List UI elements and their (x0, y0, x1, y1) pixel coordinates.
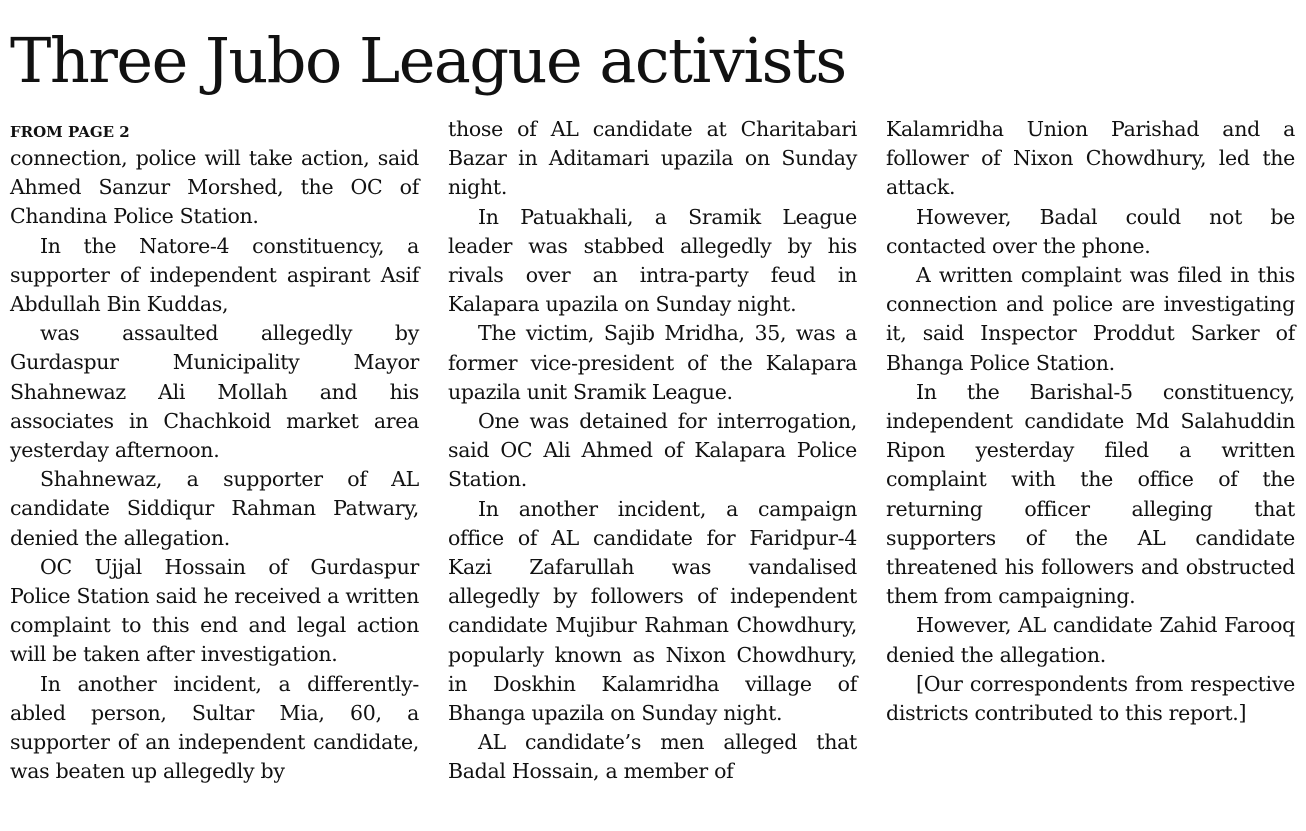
paragraph: However, Badal could not be contacted over the phone. (886, 204, 1295, 258)
paragraph: [Our correspondents from respective districts contributed to this report.] (886, 671, 1295, 726)
article-column-3 (886, 115, 1295, 728)
paragraph: connection, police will take action, said Ahmed Sanzur Morshed, the OC of Chandina Police Station. (10, 146, 419, 229)
paragraph: AL candidate’s men alleged that Badal Hossain, a member of (448, 730, 857, 784)
paragraph: Kalamridha Union Parishad and a follower of Nixon Chowdhury, led the attack. (886, 117, 1295, 200)
paragraph: In the Natore-4 constituency, a supporter of independent aspirant Asif Abdullah Bin Kuddas, (10, 233, 419, 317)
paragraph: those of AL candidate at Charitabari Bazar in Aditamari upazila on Sunday night. (448, 117, 857, 200)
continued-from-label: FROM PAGE 2 (10, 123, 130, 141)
paragraph: The victim, Sajib Mridha, 35, was a former vice-president of the Kalapara upazila unit Sramik League. (448, 321, 857, 404)
article-column-1 (10, 118, 419, 786)
article-column-2 (448, 115, 857, 787)
paragraph: Shahnewaz, a supporter of AL candidate Siddiqur Rahman Patwary, denied the allegation. (10, 467, 419, 550)
paragraph: In another incident, a campaign office of AL candidate for Faridpur-4 Kazi Zafarullah was vandalised allegedly by followers of independent candidate Mujibur Rahman Chowdhury, popularly known as Nixon Chowdhury, in Doskhin Kalamridha village of Bhanga upazila on Sunday night. (448, 496, 857, 726)
paragraph: was assaulted allegedly by Gurdaspur Municipality Mayor Shahnewaz Ali Mollah and his associates in Chachkoid market area yesterday afternoon. (10, 321, 419, 463)
paragraph: In another incident, a differently-abled person, Sultar Mia, 60, a supporter of an independent candidate, was beaten up allegedly by (10, 671, 419, 784)
paragraph: However, AL candidate Zahid Farooq denied the allegation. (886, 613, 1295, 667)
paragraph: One was detained for interrogation, said OC Ali Ahmed of Kalapara Police Station. (448, 409, 857, 492)
headline: Three Jubo League activists (10, 24, 846, 97)
paragraph: In the Barishal-5 constituency, independent candidate Md Salahuddin Ripon yesterday filed a written complaint with the office of the returning officer alleging that supporters of the AL candidate threatened his followers and obstructed them from campaigning. (886, 379, 1295, 609)
paragraph: OC Ujjal Hossain of Gurdaspur Police Station said he received a written complaint to this end and legal action will be taken after investigation. (10, 554, 419, 667)
paragraph: In Patuakhali, a Sramik League leader was stabbed allegedly by his rivals over an intra-party feud in Kalapara upazila on Sunday night. (448, 204, 857, 317)
paragraph: A written complaint was filed in this connection and police are investigating it, said Inspector Proddut Sarker of Bhanga Police Station. (886, 263, 1295, 375)
